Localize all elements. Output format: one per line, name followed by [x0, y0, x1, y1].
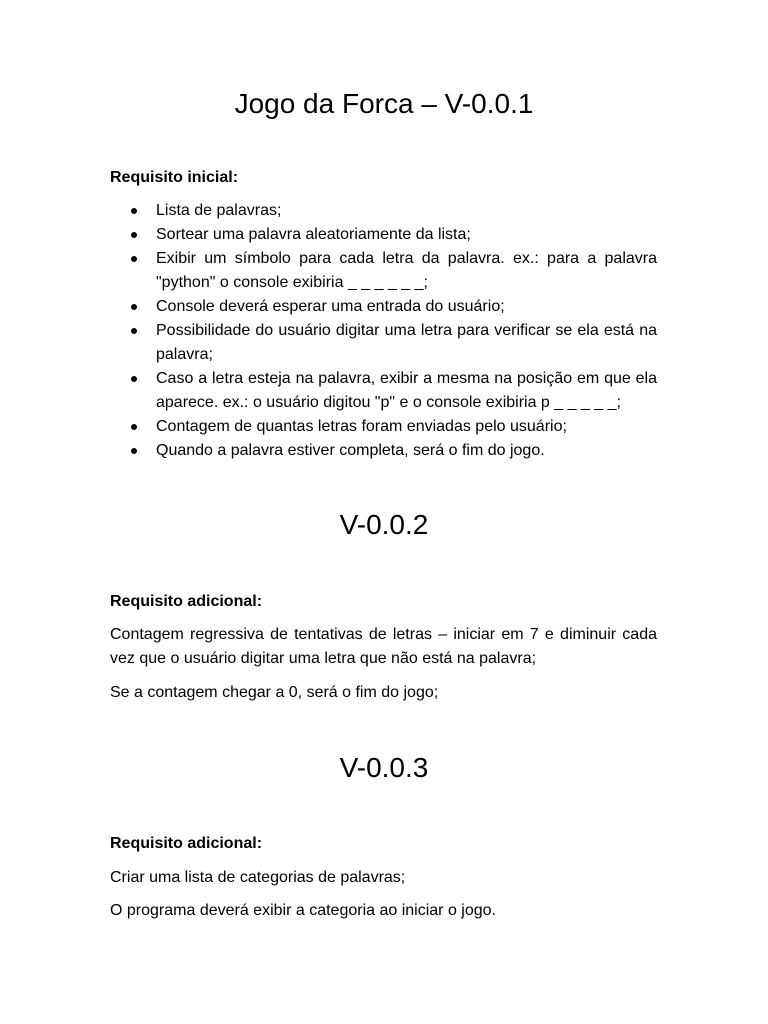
bullet-icon	[131, 424, 137, 430]
requirement-heading-additional: Requisito adicional:	[110, 593, 263, 610]
requirement-heading-initial: Requisito inicial:	[110, 169, 239, 186]
requirement-heading-additional: Requisito adicional:	[110, 835, 263, 852]
list-item	[110, 415, 657, 439]
section-title-v002: V-0.0.2	[339, 509, 429, 540]
paragraph: Criar uma lista de categorias de palavras;	[110, 869, 406, 886]
bullet-icon	[131, 448, 137, 454]
bullet-icon	[131, 232, 137, 238]
list-item-text: Possibilidade do usuário digitar uma letra para verificar se ela está na palavra;	[156, 322, 657, 363]
list-item-text: Caso a letra esteja na palavra, exibir a mesma na posição em que ela aparece. ex.: o usuário digitou "p" e o console exibiria p _ _ _ _ _;	[156, 370, 657, 411]
requirements-list	[110, 199, 657, 463]
section-title-v001: Jogo da Forca – V-0.0.1	[234, 88, 534, 119]
paragraph: Contagem regressiva de tentativas de letras – iniciar em 7 e diminuir cada vez que o usuário digitar uma letra que não está na palavra;	[110, 626, 657, 667]
paragraph: Se a contagem chegar a 0, será o fim do jogo;	[110, 684, 439, 701]
bullet-icon	[131, 328, 137, 334]
list-item-text: Console deverá esperar uma entrada do usuário;	[156, 298, 505, 315]
list-item	[110, 367, 657, 415]
list-item	[110, 247, 657, 295]
list-item-text: Quando a palavra estiver completa, será o fim do jogo.	[156, 442, 545, 459]
list-item	[110, 199, 657, 223]
list-item-text: Contagem de quantas letras foram enviadas pelo usuário;	[156, 418, 567, 435]
bullet-icon	[131, 208, 137, 214]
section-title-v003: V-0.0.3	[339, 752, 429, 783]
list-item	[110, 439, 657, 463]
bullet-icon	[131, 256, 137, 262]
bullet-icon	[131, 376, 137, 382]
paragraph: O programa deverá exibir a categoria ao iniciar o jogo.	[110, 902, 496, 919]
list-item	[110, 295, 657, 319]
list-item-text: Sortear uma palavra aleatoriamente da lista;	[156, 226, 471, 243]
list-item	[110, 223, 657, 247]
list-item-text: Lista de palavras;	[156, 202, 282, 219]
list-item-text: Exibir um símbolo para cada letra da palavra. ex.: para a palavra "python" o console exibiria _ _ _ _ _ _;	[156, 250, 657, 291]
list-item	[110, 319, 657, 367]
bullet-icon	[131, 304, 137, 310]
